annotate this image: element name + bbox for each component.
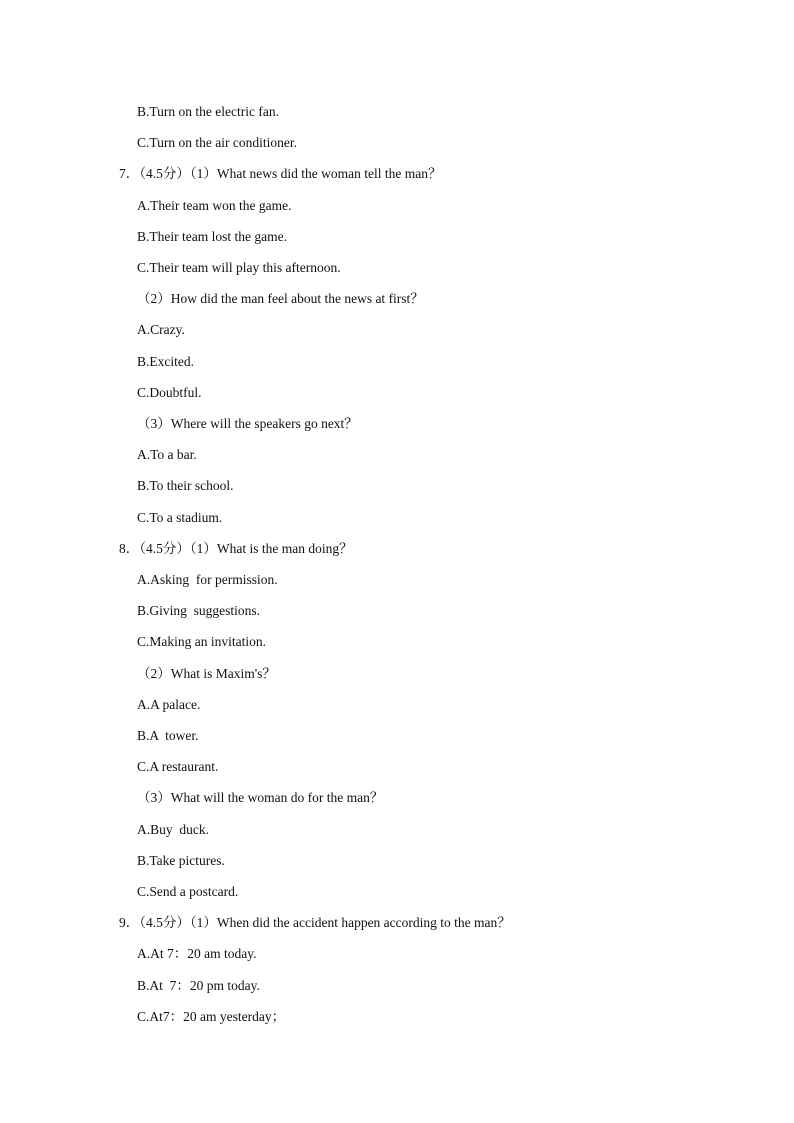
answer-option: B.At 7：20 pm today. [137,978,260,993]
question-heading: 9．（4.5分）（1）When did the accident happen according to the man？ [119,915,511,930]
answer-option: A.Asking for permission. [137,572,278,587]
answer-option: C.Making an invitation. [137,634,266,649]
question-heading: 7．（4.5分）（1）What news did the woman tell the man？ [119,166,442,181]
answer-option: B.To their school. [137,478,234,493]
answer-option: B.Giving suggestions. [137,603,261,618]
answer-option: B.Their team lost the game. [137,229,287,244]
answer-option: C.Their team will play this afternoon. [137,260,341,275]
answer-option: A.Crazy. [137,322,185,337]
sub-question: （3）Where will the speakers go next？ [137,416,358,431]
answer-option: A.A palace. [137,697,201,712]
answer-option: B.Turn on the electric fan. [137,104,279,119]
answer-option: A.At 7：20 am today. [137,946,257,961]
answer-option: C.To a stadium. [137,510,223,525]
answer-option: C.Doubtful. [137,385,202,400]
answer-option: B.Excited. [137,354,194,369]
answer-option: C.Send a postcard. [137,884,239,899]
answer-option: A.Their team won the game. [137,198,292,213]
sub-question: （2）How did the man feel about the news at first？ [137,291,424,306]
sub-question: （2）What is Maxim's？ [137,666,276,681]
answer-option: C.A restaurant. [137,759,219,774]
answer-option: A.To a bar. [137,447,197,462]
sub-question: （3）What will the woman do for the man？ [137,790,384,805]
answer-option: B.A tower. [137,728,199,743]
answer-option: C.Turn on the air conditioner. [137,135,297,150]
question-heading: 8．（4.5分）（1）What is the man doing？ [119,541,353,556]
answer-option: B.Take pictures. [137,853,225,868]
answer-option: C.At7：20 am yesterday； [137,1009,286,1024]
answer-option: A.Buy duck. [137,822,209,837]
